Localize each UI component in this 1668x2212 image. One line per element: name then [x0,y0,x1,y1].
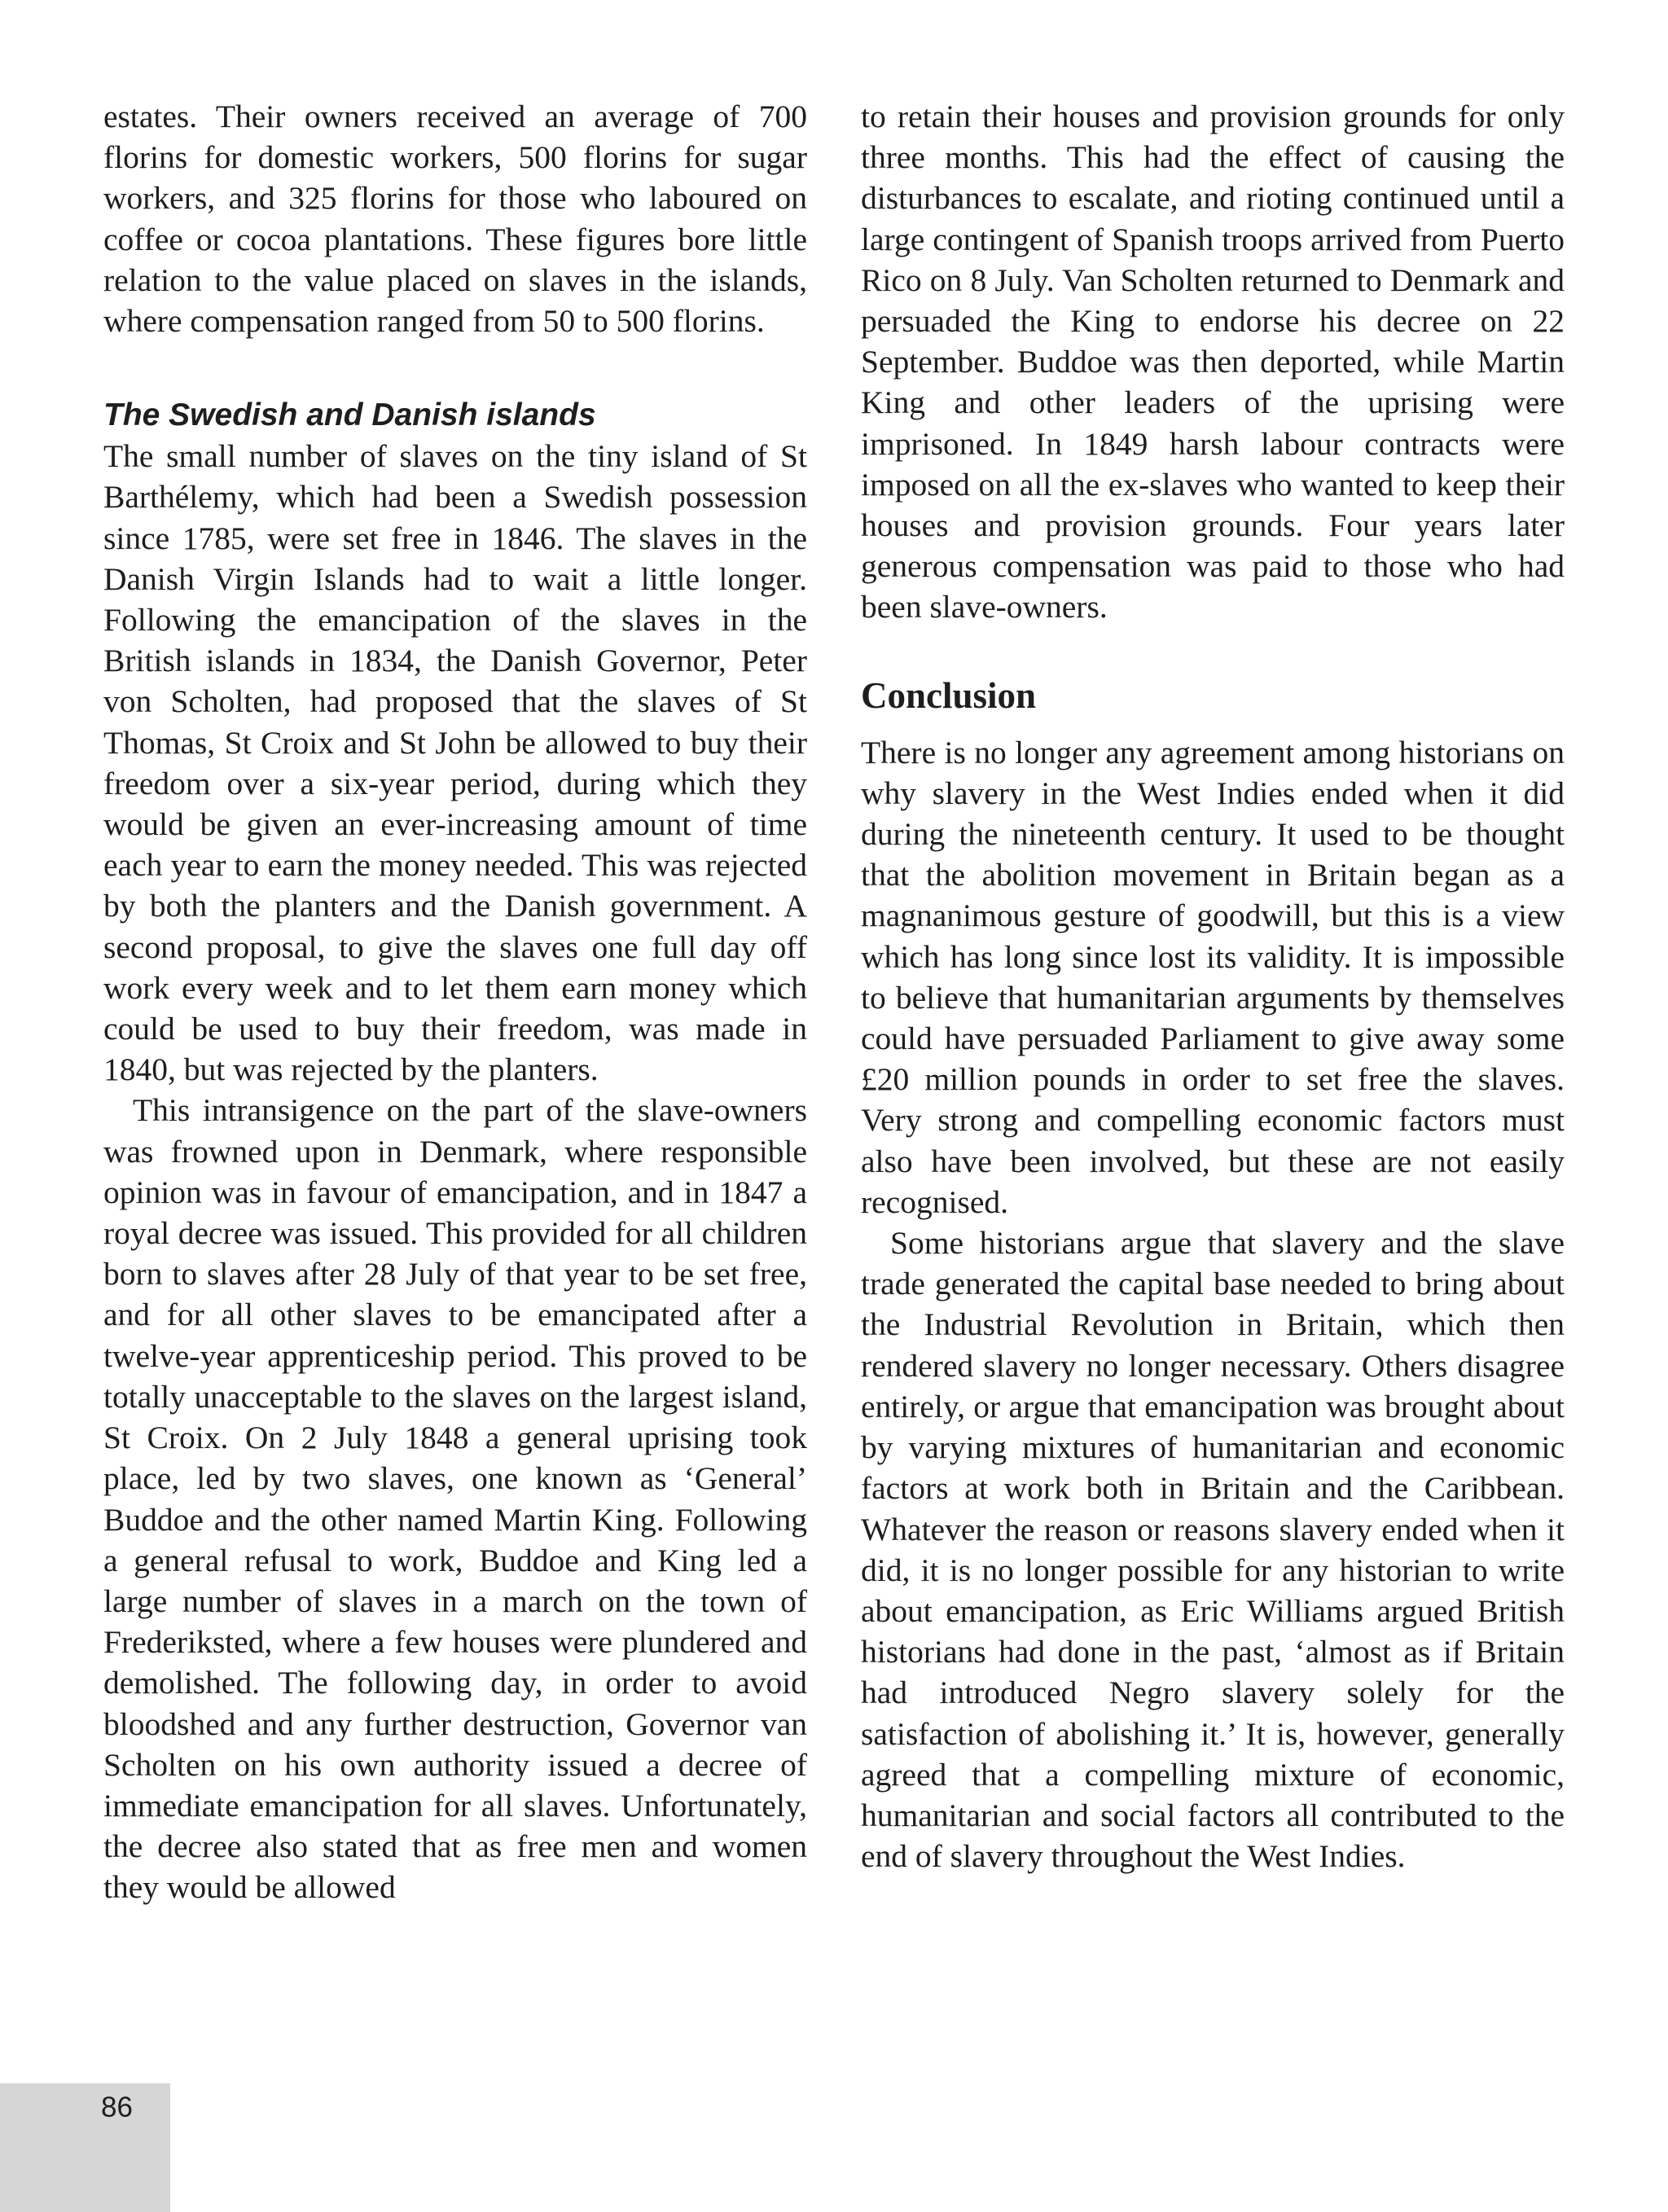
paragraph-compensation: estates. Their owners received an average of 700 florins for domestic workers, 500 florins for sugar workers, and 325 florins for those who laboured on coffee or cocoa plantations. These figures bore little relation to the value placed on slaves in the islands, where compensation ranged from 50 to 500 florins. [103,99,807,340]
paragraph-intransigence: This intransigence on the part of the slave-owners was frowned upon in Denmark, where responsible opinion was in favour of emancipation, and in 1847 a royal decree was issued. This provided for all children born to slaves after 28 July of that year to be set free, and for all other slaves to be emancipated after a twelve-year apprenticeship period. This proved to be totally unacceptable to the slaves on the largest island, St Croix. On 2 July 1848 a general uprising took place, led by two slaves, one known as ‘General’ Buddoe and the other named Martin King. Following a general refusal to work, Buddoe and King led a large number of slaves in a march on the town of Frederiksted, where a few houses were plundered and demolished. The following day, in order to avoid bloodshed and any further destruction, Governor van Scholten on his own authority issued a decree of immediate emancipation for all slaves. Unfortunately, the decree also stated that as free men and women they would be allowed [103,1092,807,1906]
left-column [103,96,807,1908]
paragraph-conclusion-2: Some historians argue that slavery and the slave trade generated the capital base needed to bring about the Industrial Revolution in Britain, which then rendered slavery no longer necessary. Others disagree entirely, or argue that emancipation was brought about by varying mixtures of humanitarian and economic factors at work both in Britain and the Caribbean. Whatever the reason or reasons slavery ended when it did, it is no longer possible for any historian to write about emancipation, as Eric Williams argued British historians had done in the past, ‘almost as if Britain had introduced Negro slavery solely for the satisfaction of abolishing it.’ It is, however, generally agreed that a compelling mixture of economic, humanitarian and social factors all contributed to the end of slavery throughout the West Indies. [861,1225,1565,1875]
section-subheading: The Swedish and Danish islands [103,397,596,433]
page-number-tab [0,2083,170,2212]
paragraph-conclusion-1: There is no longer any agreement among historians on why slavery in the West Indies ended when it did during the nineteenth century. It used to be thought that the abolition movement in Britain began as a magnanimous gesture of goodwill, but this is a view which has long since lost its validity. It is impossible to believe that humanitarian arguments by themselves could have persuaded Parliament to give away some £20 million pounds in order to set free the slaves. Very strong and compelling economic factors must also have been involved, but these are not easily recognised. [861,734,1565,1220]
paragraph-swedish-danish: The small number of slaves on the tiny island of St Barthélemy, which had been a Swedish possession since 1785, were set free in 1846. The slaves in the Danish Virgin Islands had to wait a little longer. Following the emancipation of the slaves in the British islands in 1834, the Danish Governor, Peter von Scholten, had proposed that the slaves of St Thomas, St Croix and St John be allowed to buy their freedom over a six-year period, during which they would be given an ever-increasing amount of time each year to earn the money needed. This was rejected by both the planters and the Danish government. A second proposal, to give the slaves one full day off work every week and to let them earn money which could be used to buy their freedom, was made in 1840, but was rejected by the planters. [103,438,807,1088]
section-heading-conclusion: Conclusion [861,674,1037,716]
paragraph-aftermath: to retain their houses and provision grounds for only three months. This had the effect of causing the disturbances to escalate, and rioting continued until a large contingent of Spanish troops arrived from Puerto Rico on 8 July. Van Scholten returned to Denmark and persuaded the King to endorse his decree on 22 September. Buddoe was then deported, while Martin King and other leaders of the uprising were imprisoned. In 1849 harsh labour contracts were imposed on all the ex-slaves who wanted to keep their houses and provision grounds. Four years later generous compensation was paid to those who had been slave-owners. [861,99,1565,625]
right-column [861,96,1565,1876]
page-number: 86 [101,2091,133,2123]
